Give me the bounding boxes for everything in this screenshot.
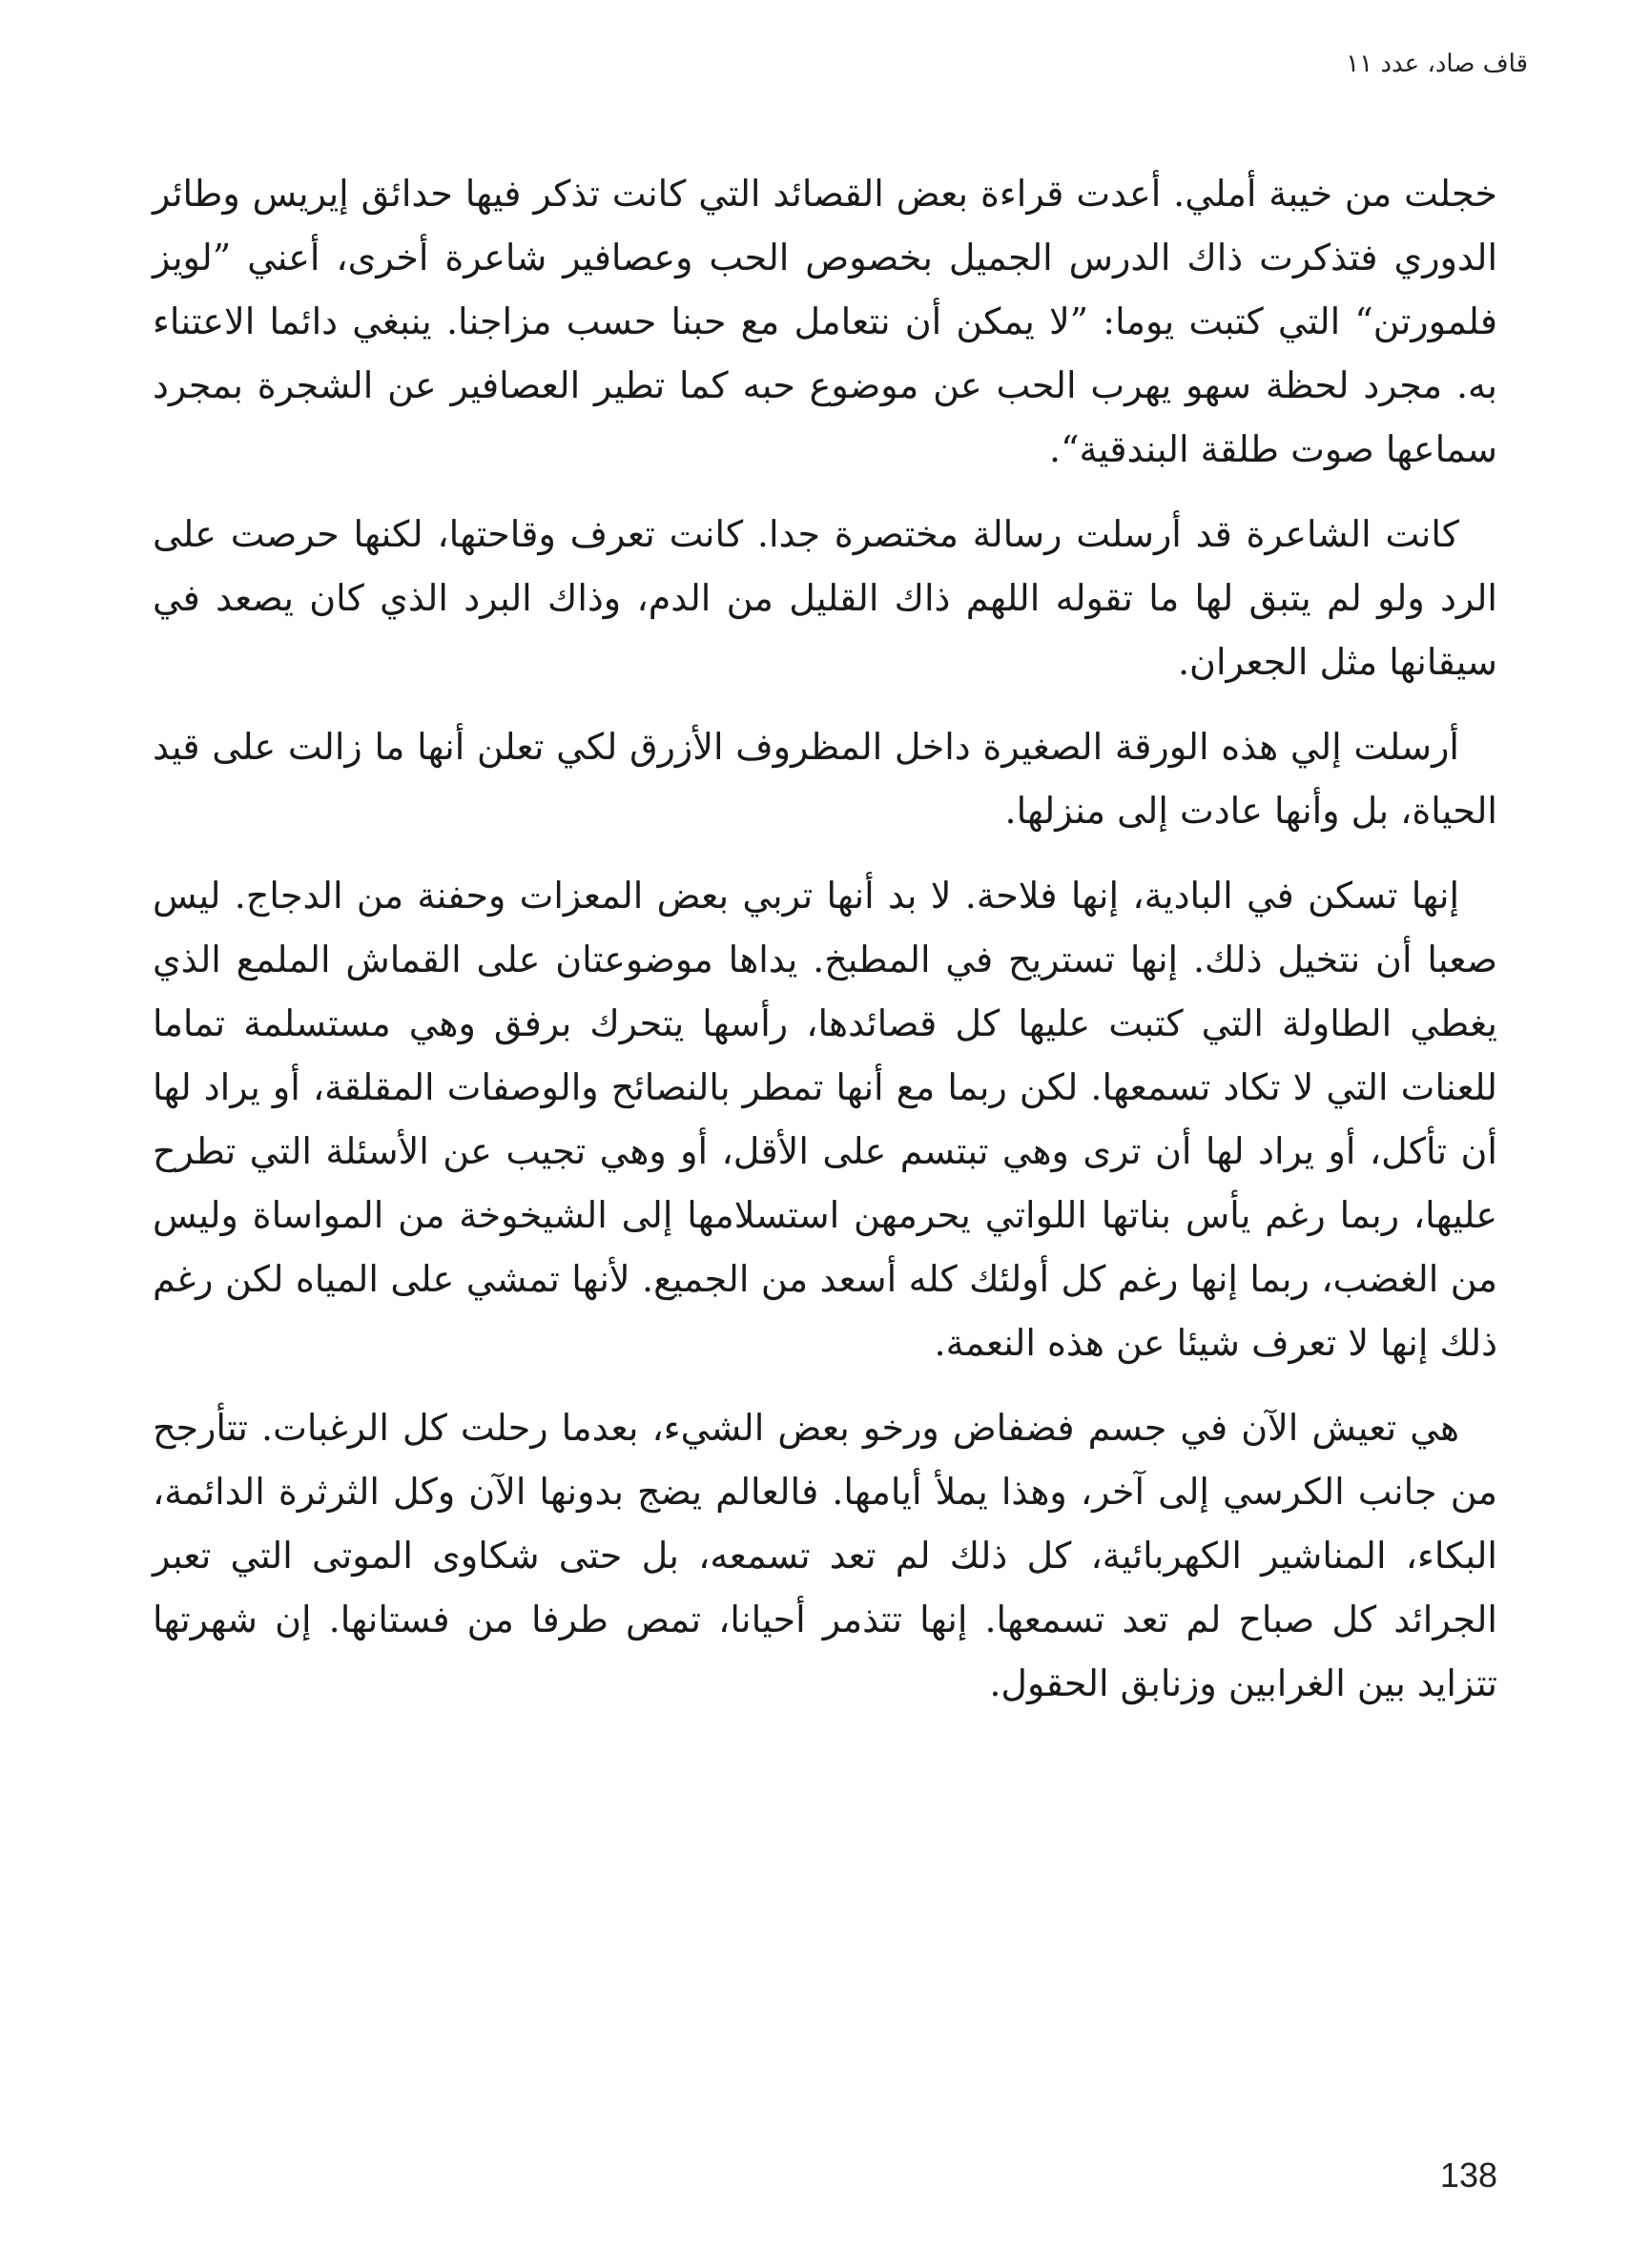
paragraph-1: خجلت من خيبة أملي. أعدت قراءة بعض القصائد التي كانت تذكر فيها حدائق إيريس وطائر الدوري فتذكرت ذاك الدرس الجميل بخصوص الحب وعصافير شاعرة أخرى، أعني ”لويز فلمورتن“ التي كتبت يوما: ”لا يمكن أن نتعامل مع حبنا حسب مزاجنا. ينبغي دائما الاعتناء به. مجرد لحظة سهو يهرب الحب عن موضوع حبه كما تطير العصافير عن الشجرة بمجرد سماعها صوت طلقة البندقية“. <box>153 173 1498 470</box>
page-number: 138 <box>1439 2155 1497 2195</box>
paragraph-5: هي تعيش الآن في جسم فضفاض ورخو بعض الشيء، بعدما رحلت كل الرغبات. تتأرجح من جانب الكرسي إلى آخر، وهذا يملأ أيامها. فالعالم يضج بدونها الآن وكل الثرثرة الدائمة، البكاء، المناشير الكهربائية، كل ذلك لم تعد تسمعه، بل حتى شكاوى الموتى التي تعبر الجرائد كل صباح لم تعد تسمعها. إنها تتذمر أحيانا، تمص طرفا من فستانها. إن شهرتها تتزايد بين الغرابين وزنابق الحقول. <box>153 1407 1497 1704</box>
running-header: قاف صاد، عدد ١١ <box>1346 50 1528 78</box>
page-body <box>153 162 1497 1737</box>
paragraph-3: أرسلت إلي هذه الورقة الصغيرة داخل المظروف الأزرق لكي تعلن أنها ما زالت على قيد الحياة، بل وأنها عادت إلى منزلها. <box>153 726 1497 832</box>
paragraph-4: إنها تسكن في البادية، إنها فلاحة. لا بد أنها تربي بعض المعزات وحفنة من الدجاج. ليس صعبا أن نتخيل ذلك. إنها تستريح في المطبخ. يداها موضوعتان على القماش الملمع الذي يغطي الطاولة التي كتبت عليها كل قصائدها، رأسها يتحرك برفق وهي مستسلمة تماما للعنات التي لا تكاد تسمعها. لكن ربما مع أنها تمطر بالنصائح والوصفات المقلقة، أو يراد لها أن تأكل، أو يراد لها أن ترى وهي تبتسم على الأقل، أو وهي تجيب عن الأسئلة التي تطرح عليها، ربما رغم يأس بناتها اللواتي يحرمهن استسلامها إلى الشيخوخة من المواساة وليس من الغضب، ربما إنها رغم كل أولئك كله أسعد من الجميع. لأنها تمشي على المياه لكن رغم ذلك إنها لا تعرف شيئا عن هذه النعمة. <box>153 875 1497 1364</box>
paragraph-2: كانت الشاعرة قد أرسلت رسالة مختصرة جدا. كانت تعرف وقاحتها، لكنها حرصت على الرد ولو لم يتبق لها ما تقوله اللهم ذاك القليل من الدم، وذاك البرد الذي كان يصعد في سيقانها مثل الجعران. <box>153 513 1497 683</box>
